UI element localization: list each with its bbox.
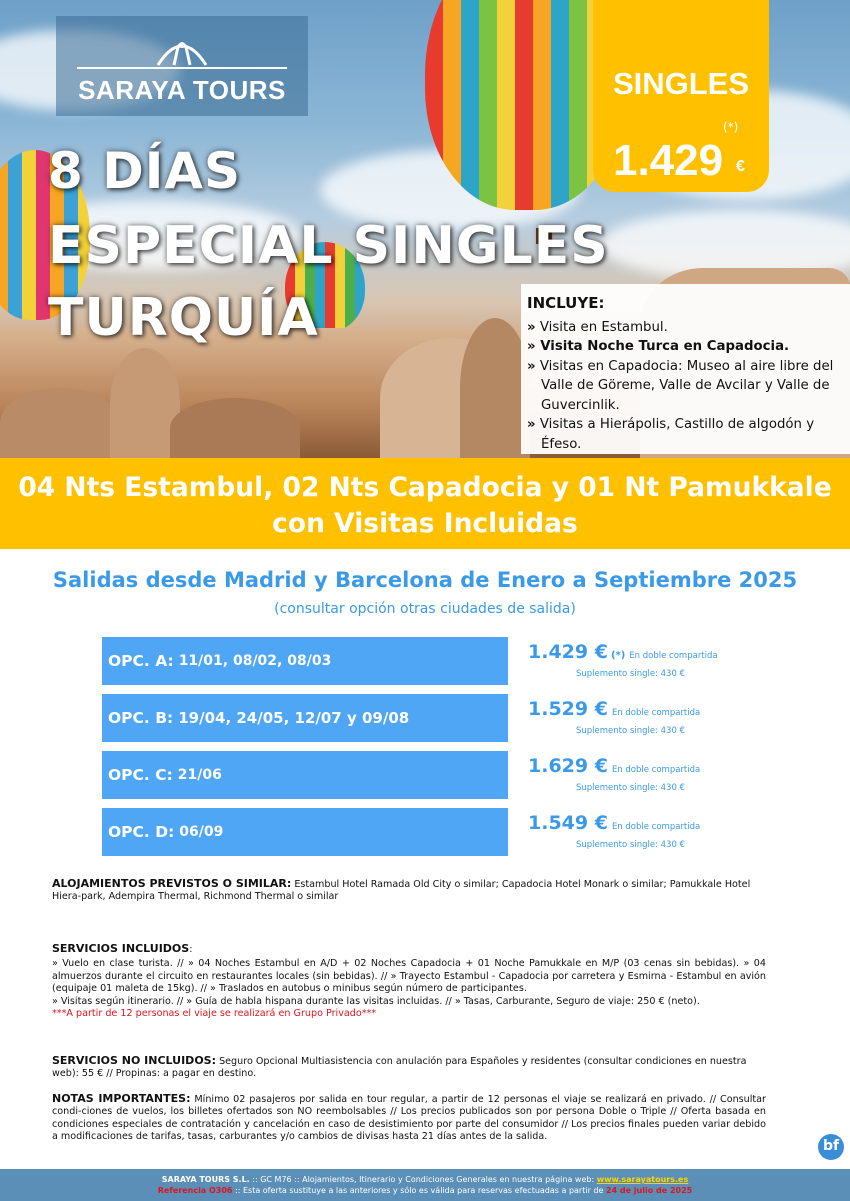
price-note: En doble compartida [629,651,718,661]
bf-logo-icon: bf [818,1134,844,1160]
nights-summary-band [0,458,850,549]
option-a-bar[interactable] [102,637,508,685]
footer-date: 24 de julio de 2025 [605,1186,693,1195]
list-item [527,415,844,454]
footer-line-1 [0,1174,850,1185]
option-a-price [528,641,718,679]
price-amount: 1.429 € [528,641,608,663]
footer [0,1169,850,1201]
website-link[interactable]: www.sarayatours.es [596,1175,689,1184]
price-supplement: Suplemento single: 430 € [576,669,685,679]
include-text: Visitas en Capadocia: Museo al aire libre del Valle de Göreme, Valle de Avcilar y Valle de Guvercinlik. [539,358,834,413]
services-included-text: » Vuelo en clase turista. // » 04 Noches Estambul en A/D + 02 Noches Capadocia + 01 Noche Pamukkale en M/P (03 cenas sin bebidas). » 04 almuerzos durante el circuito en restaurantes locales (sin bebidas). // » Trayecto Estambul - Capadocia por carretera y Esmirna - Estambul en avión (equipaje 01 maleta de 15kg). // » Traslados en autobus o minibus según número de participantes. [52,958,766,995]
option-c-bar[interactable] [102,751,508,799]
price-supplement: Suplemento single: 430 € [576,840,685,850]
departures-title: Salidas desde Madrid y Barcelona de Enero a Septiembre 2025 [52,568,798,592]
logo-mark-icon [152,33,212,67]
option-label: OPC. A: [108,652,174,670]
badge-label: SINGLES [612,66,750,101]
badge-amount: 1.429 [613,136,724,185]
option-label: OPC. C: [108,766,173,784]
bullet-marker: » [527,339,536,354]
footer-text: :: Esta oferta sustituye a las anteriores y sólo es válida para reservas efectuadas a partir de [235,1186,604,1195]
footer-reference: Referencia O306 [157,1186,233,1195]
services-included-text-2: » Visitas según itinerario. // » Guía de habla hispana durante las visitas incluidas. // » Tasas, Carburante, Seguro de viaje: 250 € (neto). [52,995,700,1007]
option-dates: 21/06 [177,767,222,783]
group-warning: ***A partir de 12 personas el viaje se realizará en Grupo Privado*** [52,1008,377,1020]
price-amount: 1.529 € [528,698,608,720]
price-note: En doble compartida [611,822,701,832]
bullet-marker: » [527,319,536,335]
option-dates: 19/04, 24/05, 12/07 y 09/08 [178,709,410,727]
footer-line-2 [0,1185,850,1196]
option-c-price [528,755,701,793]
headline-special: ESPECIAL SINGLES [48,216,609,276]
price-amount: 1.629 € [528,755,608,777]
badge-asterisk: (*) [723,120,739,134]
option-b-bar[interactable] [102,694,508,742]
option-label: OPC. D: [108,823,175,841]
services-excluded-text: Seguro Opcional Multiasistencia con anulación para Españoles y residentes (consultar condiciones en nuestra web): 55 € // Propinas: a pagar en destino. [52,1056,747,1080]
list-item [527,318,844,338]
hero-image [0,0,850,458]
bullet-marker: » [527,358,536,374]
price-note: En doble compartida [611,765,701,775]
include-text: Visitas a Hierápolis, Castillo de algodón y Éfeso. [539,417,815,452]
notes-section: NOTAS IMPORTANTES: Mínimo 02 pasajeros por salida en tour regular, a partir de 12 personas el viaje se realizará en privado. // Consultar condi-ciones de vuelos, los billetes ofertados son NO reembolsables // Los precios publicados son por persona Doble o Triple // Oferta basada en condiciones especiales de contratación y cancelación en caso de desistimiento por parte del consumidor // Los precios finales pueden variar debido a modificaciones de tarifas, tasas, carburantes y/o cambios de divisas hasta 21 días antes de la salida. [52,1092,766,1143]
brand-name: SARAYA TOURS [78,75,286,105]
price-amount: 1.549 € [528,812,608,834]
services-excluded-section [52,1055,766,1081]
logo-rule [77,67,287,69]
price-supplement: Suplemento single: 430 € [576,783,685,793]
services-included-label: SERVICIOS INCLUIDOS [52,942,190,955]
option-label: OPC. B: [108,709,174,727]
option-b-price [528,698,701,736]
accommodation-label: ALOJAMIENTOS PREVISTOS O SIMILAR: [52,877,292,890]
price-note: En doble compartida [611,708,701,718]
option-d-price [528,812,701,850]
badge-currency: € [736,158,745,175]
services-excluded-label: SERVICIOS NO INCLUIDOS: [52,1054,216,1067]
include-text: Visita en Estambul. [539,319,668,335]
includes-box [521,284,850,454]
list-item [527,357,844,416]
band-line-2: con Visitas Incluidas [272,508,578,539]
accommodation-section [52,878,766,904]
option-dates: 11/01, 08/02, 08/03 [178,653,332,669]
headline-days: 8 DÍAS [48,142,242,200]
notes-label: NOTAS IMPORTANTES [52,1092,187,1105]
departures-subtitle: (consultar opción otras ciudades de salida) [274,601,576,617]
bullet-marker: » [527,417,536,432]
price-asterisk: (*) [610,650,626,661]
band-line-1: 04 Nts Estambul, 02 Nts Capadocia y 01 Nt Pamukkale [18,472,832,503]
option-dates: 06/09 [179,824,224,840]
services-included-section [52,943,766,1020]
singles-price-badge [593,0,769,192]
notes-text: Mínimo 02 pasajeros por salida en tour regular, a partir de 12 personas el viaje se realizará en privado. // Consultar condi-ciones de vuelos, los billetes ofertados son NO reembolsables // Los precios publicados son por persona Doble o Triple // Oferta basada en condiciones especiales de contratación y cancelación en caso de desistimiento por parte del consumidor // Los precios finales pueden variar debido a modificaciones de tarifas, tasas, carburantes y/o cambios de divisas hasta 21 días antes de la salida. [52,1094,766,1143]
footer-text: :: GC M76 :: Alojamientos, Itinerario y Condiciones Generales en nuestra página web: [252,1175,595,1184]
accommodation-text: Estambul Hotel Ramada Old City o similar; Capadocia Hotel Monark o similar; Pamukkale Hotel Hiera-park, Adempira Thermal, Richmond Thermal o similar [52,879,751,903]
footer-company: SARAYA TOURS S.L. [161,1175,250,1184]
headline-destination: TURQUÍA [48,288,319,348]
includes-title: INCLUYE: [527,294,605,312]
include-text: Visita Noche Turca en Capadocia. [540,339,790,354]
brand-logo[interactable] [56,16,308,116]
services-included-colon: : [189,944,193,955]
option-d-bar[interactable] [102,808,508,856]
price-supplement: Suplemento single: 430 € [576,726,685,736]
list-item [527,337,844,357]
